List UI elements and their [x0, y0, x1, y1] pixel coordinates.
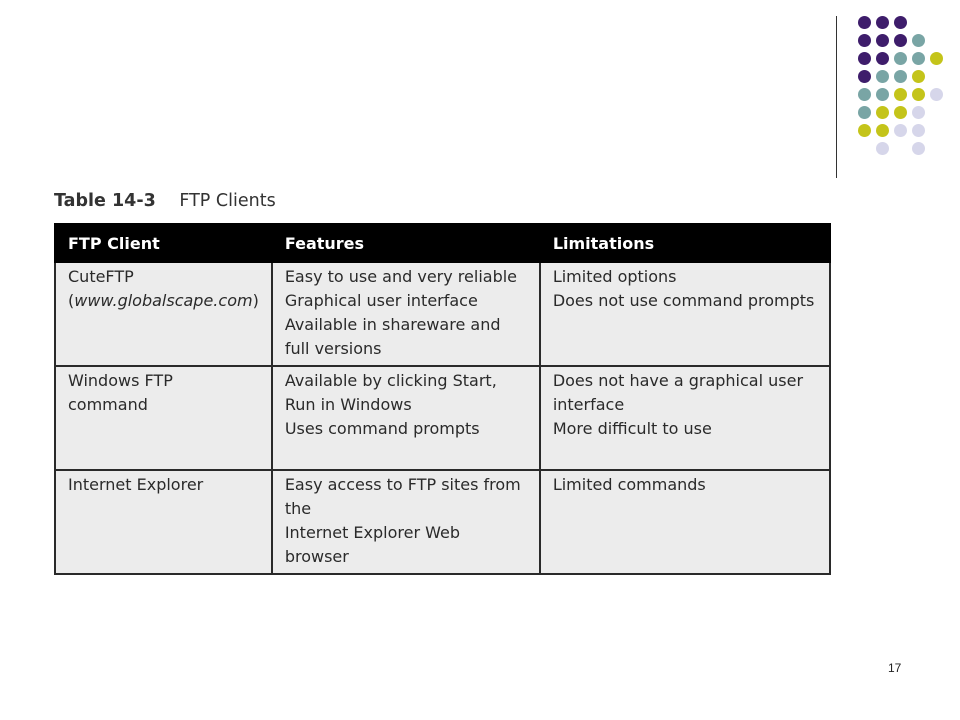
website-url: www.globalscape.com [74, 291, 253, 310]
table-row [55, 366, 830, 470]
cell-limitations [540, 366, 830, 470]
cell-features [272, 262, 540, 366]
cell-line: Uses command prompts [284, 419, 480, 438]
table-header-row [55, 224, 830, 262]
cell-line: command [68, 395, 148, 414]
decor-dot [930, 52, 943, 65]
ftp-clients-table [54, 223, 831, 575]
decor-dot [876, 88, 889, 101]
cell-line: Internet Explorer Web browser [284, 523, 461, 566]
cell-line: interface [552, 395, 625, 414]
cell-line: Limited commands [552, 475, 706, 494]
header-features: Features [272, 224, 540, 262]
decor-dot [912, 70, 925, 83]
decor-dot [894, 106, 907, 119]
decor-dot [912, 52, 925, 65]
decor-dot [858, 52, 871, 65]
decor-dot [858, 106, 871, 119]
decor-dot [894, 124, 907, 137]
vertical-divider-line [836, 16, 837, 178]
decor-dot [912, 142, 925, 155]
table-title: FTP Clients [179, 191, 276, 211]
decor-dot [876, 106, 889, 119]
cell-line: Internet Explorer [68, 475, 204, 494]
decor-dot [912, 34, 925, 47]
decor-dot [912, 88, 925, 101]
cell-line: Easy to use and very reliable [284, 267, 518, 286]
cell-line: Easy access to FTP sites from the [284, 475, 521, 518]
decor-dot [894, 70, 907, 83]
decor-dot [876, 70, 889, 83]
decor-dot [876, 124, 889, 137]
decor-dot [912, 124, 925, 137]
table-row [55, 470, 830, 574]
decor-dot [858, 70, 871, 83]
cell-line: CuteFTP [68, 267, 134, 286]
cell-line: Run in Windows [284, 395, 412, 414]
decorative-dot-grid [840, 8, 960, 158]
cell-line: Available in shareware and [284, 315, 501, 334]
cell-line: Does not have a graphical user [552, 371, 804, 390]
decor-dot [876, 16, 889, 29]
cell-client [55, 366, 272, 470]
cell-line: Available by clicking Start, [284, 371, 497, 390]
cell-client [55, 262, 272, 366]
decor-dot [876, 52, 889, 65]
decor-dot [930, 88, 943, 101]
table-number: Table 14-3 [54, 191, 156, 211]
page-number: 17 [888, 661, 902, 675]
decor-dot [858, 88, 871, 101]
cell-limitations [540, 470, 830, 574]
cell-client [55, 470, 272, 574]
cell-line: full versions [284, 339, 382, 358]
decor-dot [894, 16, 907, 29]
table-row [55, 262, 830, 366]
decor-dot [912, 106, 925, 119]
decor-dot [858, 124, 871, 137]
cell-line: Does not use command prompts [552, 291, 815, 310]
header-limitations: Limitations [540, 224, 830, 262]
cell-limitations [540, 262, 830, 366]
cell-spacer [285, 441, 527, 465]
cell-features [272, 366, 540, 470]
cell-line: (www.globalscape.com) [68, 291, 259, 310]
decor-dot [858, 16, 871, 29]
decor-dot [876, 142, 889, 155]
decor-dot [876, 34, 889, 47]
decor-dot [894, 52, 907, 65]
header-ftp-client: FTP Client [55, 224, 272, 262]
cell-line: Limited options [552, 267, 677, 286]
decor-dot [894, 34, 907, 47]
cell-features [272, 470, 540, 574]
cell-line: Windows FTP [68, 371, 173, 390]
cell-line: Graphical user interface [284, 291, 478, 310]
decor-dot [858, 34, 871, 47]
table-caption [54, 191, 276, 211]
decor-dot [894, 88, 907, 101]
cell-line: More difficult to use [552, 419, 712, 438]
